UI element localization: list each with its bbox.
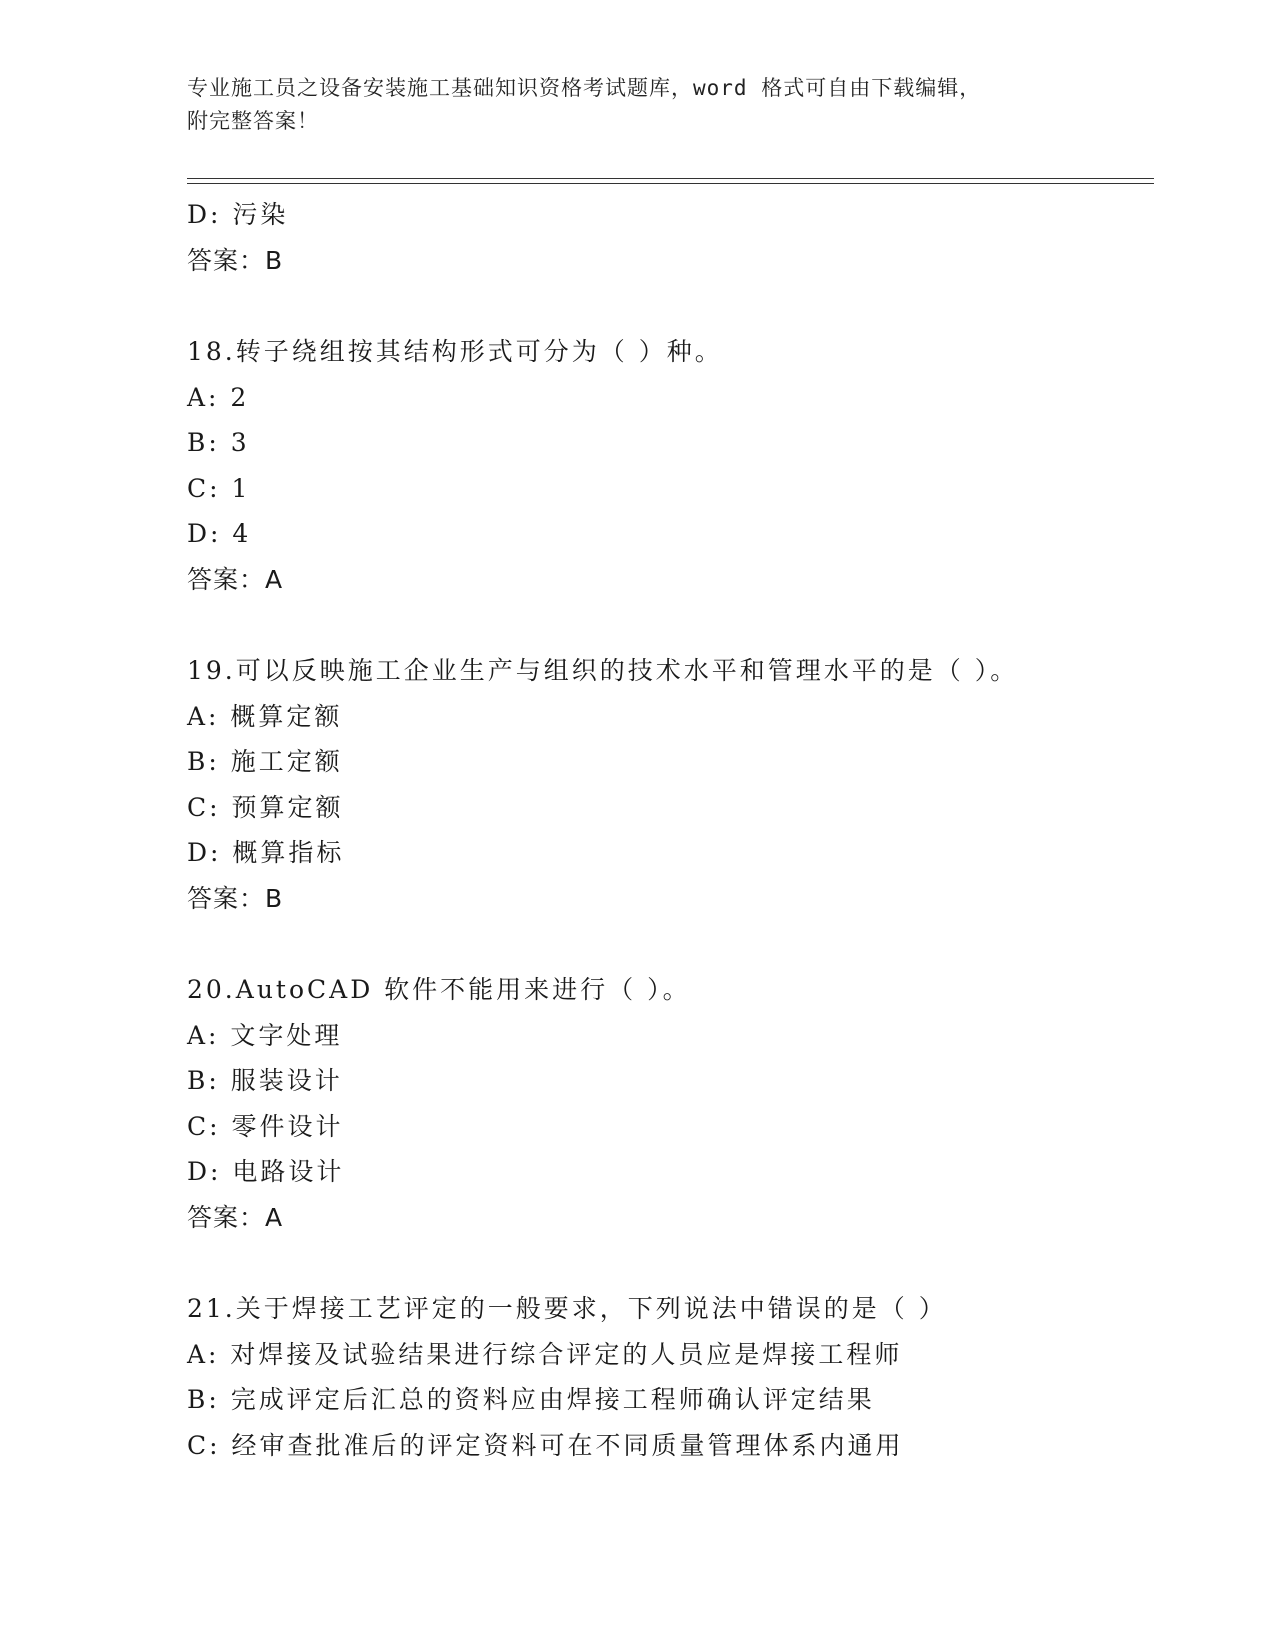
option-b: B: 完成评定后汇总的资料应由焊接工程师确认评定结果 (187, 1385, 875, 1414)
answer-line: 答案：A (187, 564, 284, 594)
option-c: C: 经审查批准后的评定资料可在不同质量管理体系内通用 (187, 1430, 904, 1460)
option-a: A: 对焊接及试验结果进行综合评定的人员应是焊接工程师 (187, 1339, 903, 1369)
question-21 (187, 1286, 1154, 1468)
header-line-2: 附完整答案！ (187, 109, 319, 133)
answer-line: 答案：B (187, 245, 284, 275)
option-b: B: 施工定额 (187, 747, 343, 776)
answer-line: 答案：A (187, 1202, 284, 1232)
question-stem: 21.关于焊接工艺评定的一般要求，下列说法中错误的是（ ） (187, 1294, 947, 1323)
option-d: D: 4 (187, 519, 252, 548)
option-a: A: 2 (187, 382, 250, 412)
question-stem: 19.可以反映施工企业生产与组织的技术水平和管理水平的是（ ）。 (187, 656, 1019, 685)
question-stem: 20.AutoCAD 软件不能用来进行（ ）。 (187, 975, 691, 1004)
question-20 (187, 967, 1154, 1240)
option-d: D: 概算指标 (187, 838, 345, 867)
option-b: B: 服装设计 (187, 1066, 343, 1095)
question-stem: 18.转子绕组按其结构形式可分为（ ）种。 (187, 337, 723, 366)
answer-line: 答案：B (187, 883, 284, 913)
option-d: D: 电路设计 (187, 1157, 345, 1186)
header-divider-top (187, 178, 1154, 179)
option-a: A: 文字处理 (187, 1020, 343, 1050)
option-c: C: 预算定额 (187, 792, 344, 822)
document-header (187, 72, 1087, 138)
option-a: A: 概算定额 (187, 701, 343, 731)
option-c: C: 1 (187, 473, 251, 503)
option-c: C: 零件设计 (187, 1111, 344, 1141)
question-list (187, 192, 1154, 1468)
question-19 (187, 648, 1154, 921)
header-line-1: 专业施工员之设备安装施工基础知识资格考试题库，word 格式可自由下载编辑， (187, 76, 982, 100)
option-d: D: 污染 (187, 200, 289, 229)
option-b: B: 3 (187, 428, 250, 457)
header-divider-bottom (187, 183, 1154, 184)
question-18 (187, 329, 1154, 602)
